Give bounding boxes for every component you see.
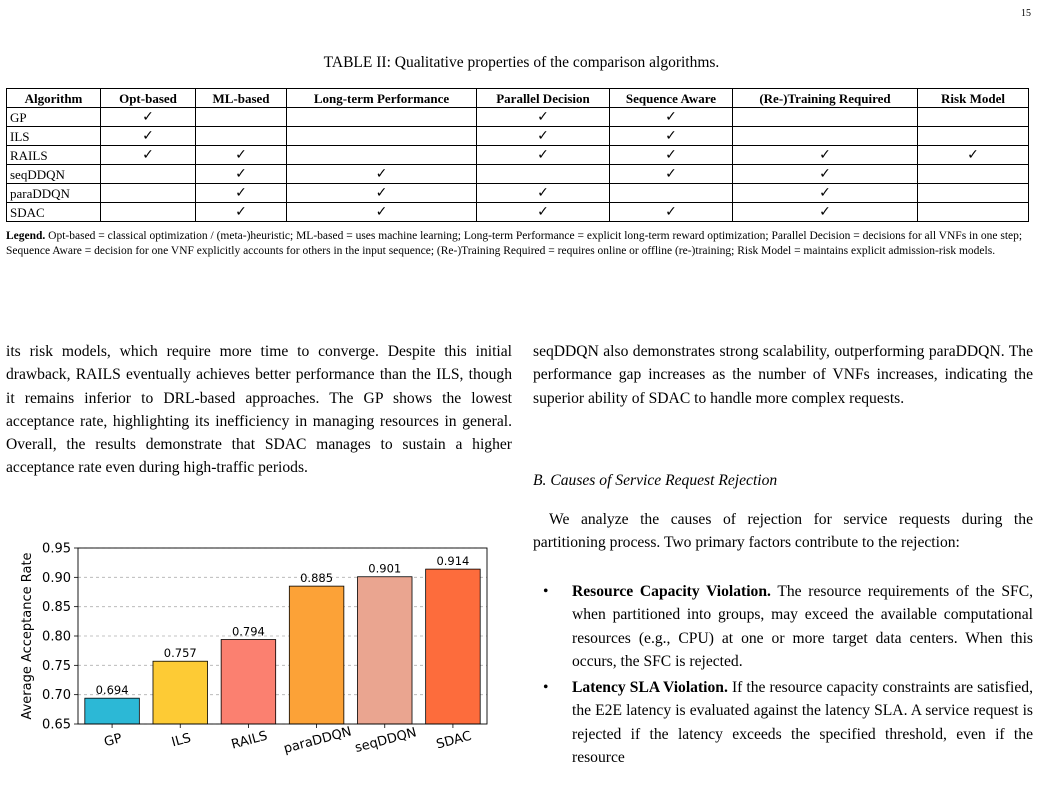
bullet-text: If the resource capacity constraints are satisfied, the E2E latency is evaluated against the latency SLA. A service request is rejected if the latency exceeds the specified threshold, even if the resource [572,679,1034,767]
algorithm-name-cell: paraDDQN [7,184,101,203]
checkmark-cell: ✓ [477,203,610,222]
x-tick-label: seqDDQN [353,725,419,757]
checkmark-cell: ✓ [610,203,733,222]
properties-table [6,88,1029,222]
checkmark-cell: ✓ [733,165,918,184]
data-label: 0.914 [436,554,470,569]
empty-cell [287,108,477,127]
bullet-item-latency-sla [533,676,1033,769]
checkmark-cell: ✓ [101,146,196,165]
checkmark-cell: ✓ [196,203,287,222]
checkmark-cell: ✓ [477,146,610,165]
empty-cell [287,146,477,165]
y-tick-label: 0.85 [42,600,71,616]
algorithm-name-cell: seqDDQN [7,165,101,184]
x-tick-label: GP [102,731,124,751]
checkmark-cell: ✓ [477,184,610,203]
data-label: 0.694 [95,683,129,698]
header-algorithm: Algorithm [7,89,101,108]
empty-cell [733,127,918,146]
empty-cell [918,184,1029,203]
y-tick-label: 0.65 [42,717,71,733]
table-row [7,127,1029,146]
header-risk-model: Risk Model [918,89,1029,108]
algorithm-name-cell: RAILS [7,146,101,165]
data-label: 0.757 [163,646,197,661]
data-label: 0.901 [368,561,402,576]
header-parallel-decision: Parallel Decision [477,89,610,108]
y-axis-label: Average Acceptance Rate [20,552,35,720]
section-intro: We analyze the causes of rejection for service requests during the partitioning process. Two primary factors contribute to the rejection: [533,511,1033,552]
checkmark-cell: ✓ [196,146,287,165]
empty-cell [101,203,196,222]
empty-cell [196,127,287,146]
x-tick-label: ILS [170,730,193,751]
empty-cell [610,184,733,203]
bar [221,640,276,724]
empty-cell [196,108,287,127]
right-column-paragraph: seqDDQN also demonstrates strong scalability, outperforming paraDDQN. The performance gap increases as the number of VNFs increases, indicating the superior ability of SDAC to handle more complex requests. [533,343,1033,407]
checkmark-cell: ✓ [610,165,733,184]
checkmark-cell: ✓ [610,127,733,146]
checkmark-cell: ✓ [477,127,610,146]
bullet-title: Resource Capacity Violation. [572,583,771,600]
bar [426,569,481,724]
legend-text: Opt-based = classical optimization / (meta-)heuristic; ML-based = uses machine learning; Long-term Performance = explicit long-term reward optimization; Parallel Decision = decisions for all VNFs in one step; Sequence Aware = decision for one VNF explicitly accounts for others in the input sequence; (Re-)Training Required = requires online or offline (re-)training; Risk Model = maintains explicit admission-risk models. [6,230,1023,257]
header-opt-based: Opt-based [101,89,196,108]
bullet-title: Latency SLA Violation. [572,679,728,697]
header-sequence-aware: Sequence Aware [610,89,733,108]
algorithm-name-cell: ILS [7,127,101,146]
left-column-paragraph: its risk models, which require more time to converge. Despite this initial drawback, RAILS eventually achieves better performance than the ILS, though it remains inferior to DRL-based approaches. The GP shows the lowest acceptance rate, highlighting its inefficiency in managing resources in general. Overall, the results demonstrate that SDAC manages to sustain a higher acceptance rate even during high-traffic periods. [6,343,512,477]
acceptance-rate-bar-chart [0,528,515,768]
bar [85,698,140,724]
checkmark-cell: ✓ [101,108,196,127]
checkmark-cell: ✓ [101,127,196,146]
bar [153,661,208,724]
bullet-item-resource-capacity [533,580,1033,673]
table-legend [6,229,1031,259]
data-label: 0.885 [300,571,334,586]
section-heading: B. Causes of Service Request Rejection [533,472,778,489]
table-row [7,184,1029,203]
y-tick-label: 0.95 [42,541,71,557]
header-retraining-required: (Re-)Training Required [733,89,918,108]
checkmark-cell: ✓ [287,203,477,222]
checkmark-cell: ✓ [287,184,477,203]
y-tick-label: 0.80 [42,629,71,645]
header-long-term-performance: Long-term Performance [287,89,477,108]
checkmark-cell: ✓ [918,146,1029,165]
legend-label: Legend. [6,230,46,242]
empty-cell [918,127,1029,146]
bar [357,577,412,724]
rejection-causes-list [533,580,1033,772]
bullet-text: The resource requirements of the SFC, when partitioned into groups, may exceed the available computational resources (e.g., CPU) at one or more target data centers. When this occurs, the SFC is rejected. [572,583,1033,670]
algorithm-name-cell: SDAC [7,203,101,222]
bullet-dot-icon: • [543,679,549,697]
checkmark-cell: ✓ [733,184,918,203]
x-tick-label: paraDDQN [282,724,354,757]
checkmark-cell: ✓ [287,165,477,184]
empty-cell [287,127,477,146]
checkmark-cell: ✓ [477,108,610,127]
header-ml-based: ML-based [196,89,287,108]
table-caption: TABLE II: Qualitative properties of the comparison algorithms. [323,54,720,71]
empty-cell [733,108,918,127]
table-row [7,108,1029,127]
table-row [7,203,1029,222]
checkmark-cell: ✓ [733,203,918,222]
algorithm-name-cell: GP [7,108,101,127]
empty-cell [918,165,1029,184]
empty-cell [477,165,610,184]
table-header-row [7,89,1029,108]
empty-cell [101,184,196,203]
checkmark-cell: ✓ [610,146,733,165]
y-tick-label: 0.70 [42,688,71,704]
bar [289,586,344,724]
data-label: 0.794 [231,624,265,639]
table-row [7,165,1029,184]
empty-cell [101,165,196,184]
empty-cell [918,108,1029,127]
checkmark-cell: ✓ [196,165,287,184]
y-tick-label: 0.90 [42,570,71,586]
y-tick-label: 0.75 [42,658,71,674]
table-row [7,146,1029,165]
checkmark-cell: ✓ [196,184,287,203]
bullet-dot-icon: • [543,583,549,600]
empty-cell [918,203,1029,222]
page-number: 15 [1021,8,1031,19]
checkmark-cell: ✓ [733,146,918,165]
x-tick-label: SDAC [434,728,474,753]
x-tick-label: RAILS [229,728,270,753]
checkmark-cell: ✓ [610,108,733,127]
